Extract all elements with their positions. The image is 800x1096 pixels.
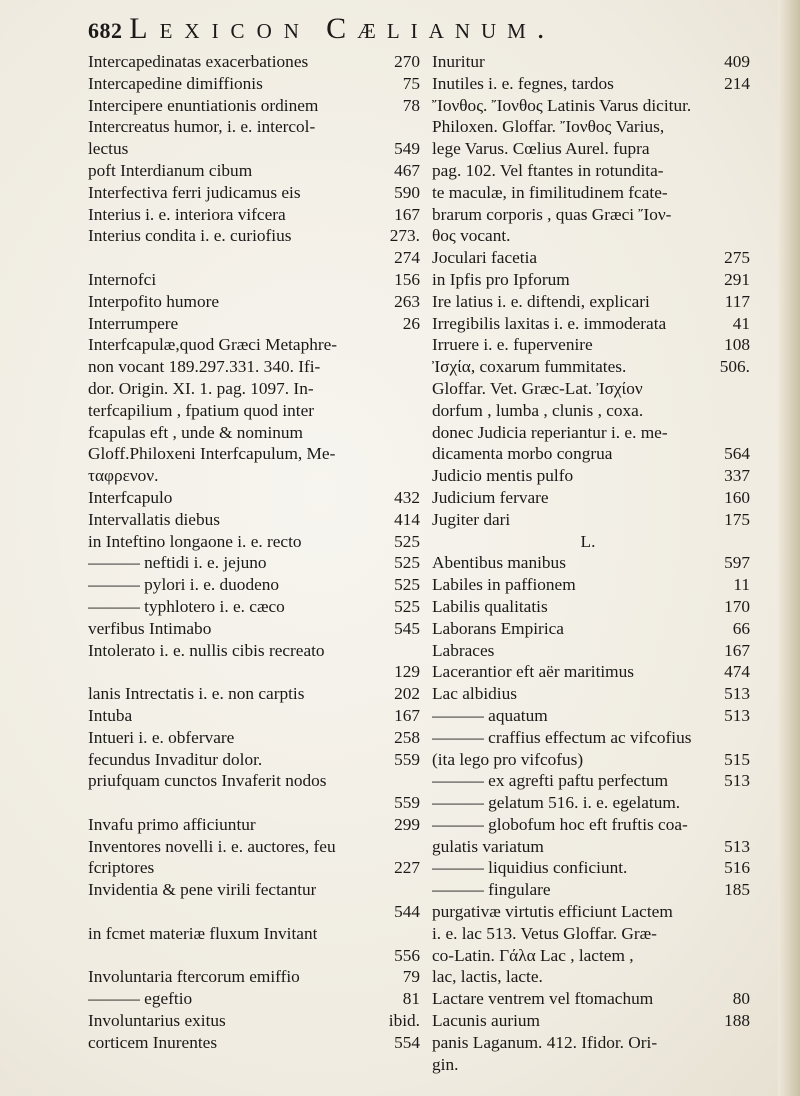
index-entry <box>432 640 750 662</box>
entry-page-ref: 513 <box>724 771 750 791</box>
entry-page-ref: 129 <box>394 662 420 682</box>
entry-text: Inventores novelli i. e. auctores, feu <box>88 836 336 856</box>
index-entry <box>432 95 750 117</box>
index-entry <box>432 1054 750 1076</box>
entry-text: Inuritur <box>432 52 485 71</box>
index-entry <box>88 509 420 531</box>
index-entry <box>88 356 420 378</box>
entry-page-ref: 432 <box>394 487 420 507</box>
entry-text: Laborans Empirica <box>432 618 564 638</box>
entry-text: (ita lego pro vifcofus) <box>432 749 584 769</box>
entry-text: Labraces <box>432 640 495 660</box>
index-entry <box>432 291 750 313</box>
entry-page-ref: 117 <box>724 291 750 311</box>
entry-page-ref: 66 <box>732 618 750 638</box>
index-entry <box>432 1010 750 1032</box>
entry-page-ref: 291 <box>724 269 750 289</box>
entry-text: in Ipfis pro Ipforum <box>432 269 570 289</box>
entry-page-ref: 545 <box>394 618 420 638</box>
entry-page-ref: 544 <box>394 902 420 922</box>
index-entry <box>432 116 750 138</box>
entry-text: brarum corporis , quas Græci Ἴον- <box>432 204 672 224</box>
index-entry <box>432 138 750 160</box>
entry-page-ref: 409 <box>724 52 750 71</box>
index-entry <box>432 51 750 73</box>
index-entry <box>432 618 750 640</box>
index-entry <box>432 836 750 858</box>
entry-page-ref: 202 <box>394 684 420 704</box>
entry-text: lac, lactis, lacte. <box>432 967 543 987</box>
entry-page-ref: 474 <box>724 662 750 682</box>
index-entry <box>432 247 750 269</box>
entry-text: gin. <box>432 1054 459 1074</box>
entry-page-ref: 263 <box>394 291 420 311</box>
entry-page-ref: 590 <box>394 182 420 202</box>
entry-text: lanis Intrectatis i. e. non carptis <box>88 684 305 704</box>
index-entry <box>88 422 420 444</box>
entry-text: pag. 102. Vel ftantes in rotundita- <box>432 160 664 180</box>
entry-text: fcriptores <box>88 858 155 878</box>
index-entry <box>432 269 750 291</box>
entry-text: ——— globofum hoc eft fruftis coa- <box>432 814 688 834</box>
entry-text: Gloff.Philoxeni Interfcapulum, Me- <box>88 444 336 464</box>
entry-page-ref: 81 <box>402 989 420 1009</box>
index-entry <box>432 705 750 727</box>
index-entry <box>88 814 420 836</box>
index-entry <box>432 487 750 509</box>
index-entry <box>88 792 420 814</box>
entry-page-ref: 525 <box>394 596 420 616</box>
entry-page-ref: 506. <box>719 357 750 377</box>
entry-text: lectus <box>88 139 129 159</box>
entry-text: Interius condita i. e. curiofius <box>88 226 292 246</box>
index-entry <box>432 378 750 400</box>
entry-text: Intuba <box>88 705 133 725</box>
index-entry <box>88 552 420 574</box>
index-entry <box>88 138 420 160</box>
index-entry <box>432 966 750 988</box>
index-entry <box>88 334 420 356</box>
entry-text: Lactare ventrem vel ftomachum <box>432 989 654 1009</box>
entry-page-ref: 160 <box>724 487 750 507</box>
index-entry <box>432 509 750 531</box>
index-entry <box>88 945 420 967</box>
entry-text: Inutiles i. e. fegnes, tardos <box>432 73 614 93</box>
index-entry <box>88 901 420 923</box>
index-entry <box>432 988 750 1010</box>
index-entry <box>432 552 750 574</box>
entry-text: Interpofito humore <box>88 291 220 311</box>
entry-text: in Inteftino longaone i. e. recto <box>88 531 302 551</box>
entry-page-ref: 26 <box>402 313 420 333</box>
entry-text: ——— fingulare <box>432 880 551 900</box>
index-entry <box>88 378 420 400</box>
index-entry <box>88 836 420 858</box>
index-entry <box>88 857 420 879</box>
index-entry <box>88 51 420 73</box>
index-entry <box>88 225 420 247</box>
index-entry <box>88 705 420 727</box>
entry-page-ref: 525 <box>394 575 420 595</box>
index-entry <box>432 727 750 749</box>
index-entry <box>88 1010 420 1032</box>
entry-text: Interfcapulo <box>88 487 173 507</box>
index-entry <box>88 400 420 422</box>
entry-text: co-Latin. Γάλα Lac , lactem , <box>432 945 634 965</box>
index-entry <box>432 313 750 335</box>
entry-text: Irruere i. e. fupervenire <box>432 335 593 355</box>
index-entry <box>88 727 420 749</box>
entry-text: Interius i. e. interiora vifcera <box>88 204 286 224</box>
entry-text: gulatis variatum <box>432 836 544 856</box>
entry-page-ref: 525 <box>394 553 420 573</box>
entry-text: dorfum , lumba , clunis , coxa. <box>432 400 644 420</box>
index-entry <box>432 661 750 683</box>
entry-page-ref: 549 <box>394 139 420 159</box>
index-entry <box>88 160 420 182</box>
index-entry <box>88 618 420 640</box>
entry-page-ref: 185 <box>724 880 750 900</box>
index-entry <box>432 400 750 422</box>
entry-page-ref: 337 <box>724 466 750 486</box>
entry-text: Involuntaria ftercorum emiffio <box>88 967 300 987</box>
index-entry <box>88 749 420 771</box>
index-entry <box>88 640 420 662</box>
index-entry <box>88 487 420 509</box>
entry-text: Interfcapulæ,quod Græci Metaphre- <box>88 335 338 355</box>
page-edge <box>778 0 800 1096</box>
index-entry <box>432 465 750 487</box>
entry-page-ref: 513 <box>724 705 750 725</box>
index-entry <box>88 966 420 988</box>
entry-page-ref: 80 <box>732 989 750 1009</box>
page-number: 682 <box>88 18 123 43</box>
index-entry <box>88 574 420 596</box>
index-entry <box>88 443 420 465</box>
entry-text: Involuntarius exitus <box>88 1011 226 1031</box>
entry-page-ref: 554 <box>394 1032 420 1052</box>
entry-page-ref: 556 <box>394 945 420 965</box>
entry-text: Interrumpere <box>88 313 179 333</box>
entry-page-ref: 597 <box>724 553 750 573</box>
entry-page-ref: 214 <box>724 73 750 93</box>
index-entry <box>432 1032 750 1054</box>
entry-page-ref: 559 <box>394 793 420 813</box>
entry-text: ——— aquatum <box>432 705 548 725</box>
entry-text: poft Interdianum cibum <box>88 160 253 180</box>
entry-text: donec Judicia reperiantur i. e. me- <box>432 422 668 442</box>
entry-page-ref: 467 <box>394 160 420 180</box>
index-entry <box>432 879 750 901</box>
header-title-right: Cælianum. <box>326 12 556 45</box>
entry-page-ref: 78 <box>402 95 420 115</box>
index-entry <box>88 661 420 683</box>
entry-page-ref: 564 <box>724 444 750 464</box>
entry-page-ref: 41 <box>732 313 750 333</box>
entry-text: ——— egeftio <box>88 989 193 1009</box>
entry-page-ref: 170 <box>724 596 750 616</box>
entry-page-ref: 227 <box>394 858 420 878</box>
entry-text: dicamenta morbo congrua <box>432 444 613 464</box>
entry-text: Intercapedinatas exacerbationes <box>88 52 309 71</box>
entry-text: Labilis qualitatis <box>432 596 548 616</box>
index-entry <box>432 749 750 771</box>
entry-page-ref: ibid. <box>388 1011 420 1031</box>
index-entry <box>432 182 750 204</box>
entry-text: Lacerantior eft aër maritimus <box>432 662 634 682</box>
index-entry <box>88 116 420 138</box>
entry-text: lege Varus. Cœlius Aurel. fupra <box>432 139 650 159</box>
index-entry <box>88 770 420 792</box>
index-entry <box>88 269 420 291</box>
entry-text: terfcapilium , fpatium quod inter <box>88 400 315 420</box>
entry-page-ref: 270 <box>394 52 420 71</box>
index-entry <box>432 770 750 792</box>
index-entry <box>88 204 420 226</box>
index-entry <box>88 1032 420 1054</box>
index-entry <box>88 531 420 553</box>
index-entry <box>88 465 420 487</box>
entry-page-ref: 167 <box>394 705 420 725</box>
index-entry <box>432 356 750 378</box>
entry-text: corticem Inurentes <box>88 1032 218 1052</box>
entry-text: purgativæ virtutis efficiunt Lactem <box>432 902 673 922</box>
entry-text: Invidentia & pene virili fectantur <box>88 880 317 900</box>
entry-text: priufquam cunctos Invaferit nodos <box>88 771 327 791</box>
index-entry <box>432 422 750 444</box>
entry-text: Irregibilis laxitas i. e. immoderata <box>432 313 667 333</box>
entry-text: Ire latius i. e. diftendi, explicari <box>432 291 650 311</box>
left-column <box>88 51 420 1054</box>
entry-text: Invafu primo afficiuntur <box>88 814 256 834</box>
entry-text: fecundus Invaditur dolor. <box>88 749 263 769</box>
index-entry <box>432 160 750 182</box>
index-entry <box>432 596 750 618</box>
entry-text: Intercreatus humor, i. e. intercol- <box>88 117 316 137</box>
entry-page-ref: 515 <box>724 749 750 769</box>
index-entry <box>88 73 420 95</box>
entry-text: Intercapedine dimiffionis <box>88 73 263 93</box>
entry-page-ref: 513 <box>724 836 750 856</box>
entry-text: te maculæ, in fimilitudinem fcate- <box>432 182 668 202</box>
index-entry <box>88 313 420 335</box>
index-entry <box>88 291 420 313</box>
entry-text: i. e. lac 513. Vetus Gloffar. Græ- <box>432 923 657 943</box>
entry-page-ref: 156 <box>394 269 420 289</box>
entry-text: θος vocant. <box>432 226 511 246</box>
entry-text: ——— gelatum 516. i. e. egelatum. <box>432 793 681 813</box>
entry-text: ——— pylori i. e. duodeno <box>88 575 280 595</box>
entry-page-ref: 559 <box>394 749 420 769</box>
entry-page-ref: 75 <box>402 73 420 93</box>
entry-text: ταφρενον. <box>88 466 159 486</box>
index-entry <box>432 574 750 596</box>
entry-text: Labiles in paffionem <box>432 575 576 595</box>
index-entry <box>88 247 420 269</box>
entry-text: panis Laganum. 412. Ifidor. Ori- <box>432 1032 658 1052</box>
entry-page-ref: 167 <box>394 204 420 224</box>
entry-text: Lac albidius <box>432 684 517 704</box>
entry-text: ——— ex agrefti paftu perfectum <box>432 771 669 791</box>
index-entry <box>432 857 750 879</box>
entry-text: ——— typhlotero i. e. cæco <box>88 596 285 616</box>
entry-page-ref: 11 <box>733 575 750 595</box>
entry-text: non vocant 189.297.331. 340. Ifi- <box>88 357 321 377</box>
entry-text: ——— craffius effectum ac vifcofius <box>432 727 692 747</box>
entry-page-ref: 79 <box>402 967 420 987</box>
index-entry <box>88 879 420 901</box>
index-entry <box>432 683 750 705</box>
entry-page-ref: 516 <box>724 858 750 878</box>
index-entry <box>432 225 750 247</box>
entry-text: Intolerato i. e. nullis cibis recreato <box>88 640 325 660</box>
entry-text: in fcmet materiæ fluxum Invitant <box>88 923 318 943</box>
entry-page-ref: 513 <box>724 684 750 704</box>
entry-page-ref: 108 <box>724 335 750 355</box>
entry-page-ref: 274 <box>394 248 420 268</box>
entry-text: Internofci <box>88 269 157 289</box>
entry-text: Abentibus manibus <box>432 553 566 573</box>
entry-text: Joculari facetia <box>432 248 538 268</box>
entry-text: Interfectiva ferri judicamus eis <box>88 182 301 202</box>
entry-text: Gloffar. Vet. Græc-Lat. Ἰσχίον <box>432 378 643 398</box>
entry-text: Intervallatis diebus <box>88 509 220 529</box>
entry-text: Jugiter dari <box>432 509 511 529</box>
index-entry <box>432 443 750 465</box>
entry-text: fcapulas eft , unde & nominum <box>88 422 304 442</box>
entry-page-ref: 175 <box>724 509 750 529</box>
entry-text: Philoxen. Gloffar. Ἴονθος Varius, <box>432 117 665 137</box>
entry-text: Judicio mentis pulfo <box>432 466 574 486</box>
index-entry <box>432 334 750 356</box>
entry-text: Intueri i. e. obfervare <box>88 727 235 747</box>
entry-text: ——— neftidi i. e. jejuno <box>88 553 267 573</box>
entry-page-ref: 275 <box>724 248 750 268</box>
entry-text: verfibus Intimabo <box>88 618 212 638</box>
entry-text: Intercipere enuntiationis ordinem <box>88 95 319 115</box>
entry-text: Ἴονθος. Ἴονθος Latinis Varus dicitur. <box>432 95 692 115</box>
index-entry <box>432 204 750 226</box>
entry-text: L. <box>580 531 596 551</box>
entry-page-ref: 414 <box>394 509 420 529</box>
entry-text: Ἰσχία, coxarum fummitates. <box>432 357 627 377</box>
index-entry <box>432 901 750 923</box>
index-entry <box>88 923 420 945</box>
index-entry <box>432 792 750 814</box>
right-column <box>432 51 750 1075</box>
index-entry <box>432 945 750 967</box>
index-entry <box>432 73 750 95</box>
index-entry <box>88 596 420 618</box>
index-entry <box>88 988 420 1010</box>
index-entry <box>432 923 750 945</box>
entry-text: Judicium fervare <box>432 487 549 507</box>
entry-text: Lacunis aurium <box>432 1011 540 1031</box>
entry-page-ref: 167 <box>724 640 750 660</box>
header-title-left: Lexicon <box>129 12 311 45</box>
entry-page-ref: 525 <box>394 531 420 551</box>
index-entry <box>88 683 420 705</box>
entry-page-ref: 188 <box>724 1011 750 1031</box>
entry-text: dor. Origin. XI. 1. pag. 1097. In- <box>88 378 314 398</box>
entry-page-ref: 299 <box>394 814 420 834</box>
entry-page-ref: 258 <box>394 727 420 747</box>
entry-page-ref: 273. <box>389 226 420 246</box>
index-entry <box>432 531 750 553</box>
index-entry <box>88 95 420 117</box>
entry-text: ——— liquidius conficiunt. <box>432 858 628 878</box>
index-entry <box>432 814 750 836</box>
page-header <box>88 12 688 50</box>
index-entry <box>88 182 420 204</box>
